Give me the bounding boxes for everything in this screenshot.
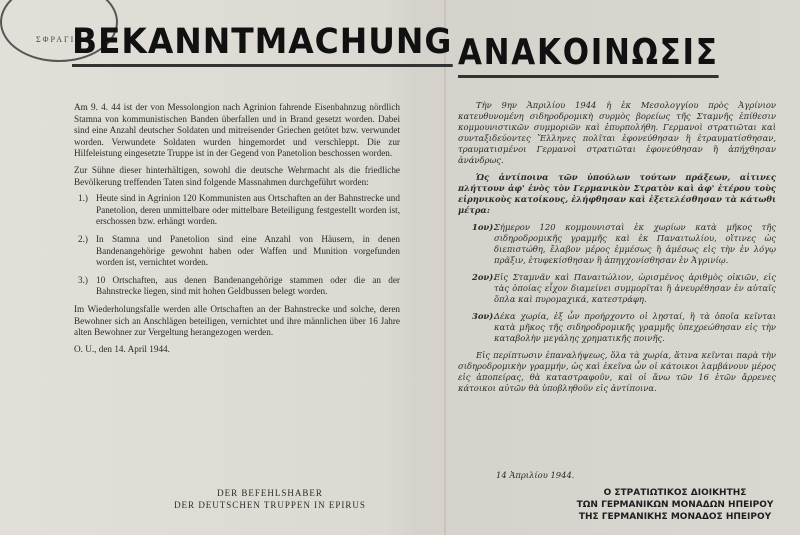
greek-measures-intro: Ὡς ἀντίποινα τῶν ὑπούλων τούτων πράξεων, αἱτινες πλήττουν ἀφ' ἑνὸς τὸν Γερμανικὸν Στρατὸν καὶ ἀφ' ἑτέρου τοὺς εἰρηνικοὺς κατοίκους, ἐλήφθησαν καὶ ἐξετελέσθησαν τὰ κάτωθι μέτρα: xyxy=(458,172,776,215)
german-measure-item xyxy=(74,193,400,228)
german-body xyxy=(74,102,400,360)
greek-body xyxy=(458,100,776,400)
german-signature-line: DER DEUTSCHEN TRUPPEN IN EPIRUS xyxy=(174,500,366,510)
german-measure-number: 2.) xyxy=(78,233,88,244)
greek-measure-text: Σήμερον 120 κομμουνισταὶ ἐκ χωρίων κατὰ μῆκος τῆς σιδηροδρομικῆς γραμμῆς καὶ ἐκ Παναιτωλίου, οἵτινες ὡς διεπιστώθη, ἔλαβον μέρος ἐμμέσως ἢ ἀμέσως εἰς τὴν ἐν λόγῳ πρᾶξιν, ἐτυφεκίσθησαν ἢ ἀπηγχονίσθησαν ἐν Ἀγρινίῳ. xyxy=(494,222,776,265)
greek-signature-line: Ο ΣΤΡΑΤΙΩΤΙΚΟΣ ΔΙΟΙΚΗΤΗΣ xyxy=(603,488,747,498)
greek-measure-number: 3ον). xyxy=(472,311,497,321)
german-date: O. U., den 14. April 1944. xyxy=(74,343,170,354)
greek-intro: Τὴν 9ην Ἀπριλίου 1944 ἡ ἐκ Μεσολογγίου πρὸς Ἀγρίνιον κατευθυνομένη σιδηροδρομικὴ συρμὸς βορείως τῆς Σταμνῆς ἐπίθεσιν κομμουνιστικῶν συμμοριῶν καὶ ἐπυρπολήθη. Γερμανοὶ στρατιῶται καὶ συνταξιδεύοντες Ἕλληνες πολῖται ἐφονεύθησαν ἢ ἐτραυματίσθησαν, τραυματισμένοι Γερμανοὶ στρατιῶται ἐφονεύθησαν ἢ ἀπήχθησαν ἀνάνδρως. xyxy=(458,100,776,165)
german-measure-number: 1.) xyxy=(78,193,88,204)
greek-measure-text: Εἰς Σταμνᾶν καὶ Παναιτώλιον, ὡρισμένος ἀριθμὸς οἰκιῶν, εἰς τὰς ὁποίας εἶχον διαμείνει συμμορῖται ἢ ἀνευρέθησαν ἐν αὐταῖς ὅπλα καὶ πυρομαχικά, κατεστράφη. xyxy=(494,272,776,304)
greek-repeat-warning: Εἰς περίπτωσιν ἐπαναλήψεως, ὅλα τὰ χωρία, ἅτινα κεῖνται παρὰ τὴν σιδηροδρομικὴν γραμμήν, ὡς καὶ ἐκεῖνα ὧν οἱ κάτοικοι λαμβάνουν μέρος εἰς ἀποπείρας, θὰ καταστραφοῦν, καὶ οἱ ἄνω τῶν 16 ἐτῶν ἄρρενες κάτοικοι αὐτῶν θὰ ὑποβληθοῦν εἰς ἀντίποινα. xyxy=(458,350,776,393)
greek-date: 14 Ἀπριλίου 1944. xyxy=(496,470,575,480)
german-title: BEKANNTMACHUNG xyxy=(72,22,452,67)
german-measure-number: 3.) xyxy=(78,274,88,285)
german-signature-line: DER BEFEHLSHABER xyxy=(217,488,323,498)
greek-signature-line: ΤΗΣ ΓΕΡΜΑΝΙΚΗΣ ΜΟΝΑΔΟΣ ΗΠΕΙΡΟΥ xyxy=(578,512,772,522)
german-signature xyxy=(150,487,390,511)
german-measures-intro: Zur Sühne dieser hinterhältigen, sowohl die deutsche Wehrmacht als die friedliche Bevölkerung treffenden Taten sind folgende Massnahmen durchgeführt worden: xyxy=(74,164,400,187)
german-measure-text: In Stamna und Panetolion sind eine Anzahl von Häusern, in denen Bandenangehörige gewohnt haben oder Waffen und Munition vorgefunden worden ist, vernichtet worden. xyxy=(96,233,400,268)
greek-measure-item xyxy=(458,272,776,305)
german-measure-text: 10 Ortschaften, aus denen Bandenangehörige stammen oder die an der Bahnstrecke liegen, sind mit hohen Geldbussen belegt worden. xyxy=(96,274,400,297)
greek-signature-line: ΤΩΝ ΓΕΡΜΑΝΙΚΩΝ ΜΟΝΑΔΩΝ ΗΠΕΙΡΟΥ xyxy=(576,500,774,510)
greek-measure-number: 1ον). xyxy=(472,222,497,232)
german-intro: Am 9. 4. 44 ist der von Messolongion nach Agrinion fahrende Eisenbahnzug nördlich Stamna von kommunistischen Banden überfallen und in Brand gesetzt worden. Dabei sind eine Anzahl deutscher Soldaten und mitreisender Griechen getötet bzw. verwundet worden. Verwundete Soldaten wurden hingemordet und verschleppt. Die zur Hilfeleistung eingesetzte Truppe ist in der Gegend von Panetolion beschossen worden. xyxy=(74,102,400,159)
column-divider xyxy=(444,0,446,535)
stamp-text: ΣΦΡΑΓΙΣ xyxy=(36,35,82,44)
greek-measure-text: Δέκα χωρία, ἐξ ὧν προήρχοντο οἱ λῃσταί, ἢ τὰ ὁποῖα κεῖνται κατὰ μῆκος τῆς σιδηροδρομικῆς γραμμῆς ὑπεχρεώθησαν εἰς τὴν καταβολὴν μεγάλης χρηματικῆς ποινῆς. xyxy=(494,311,776,343)
greek-title: ΑΝΑΚΟΙΝΩΣΙΣ xyxy=(458,32,719,78)
greek-measure-number: 2ον). xyxy=(472,272,497,282)
german-measures-list xyxy=(74,193,400,298)
greek-signature xyxy=(550,487,800,523)
german-measure-item xyxy=(74,234,400,269)
greek-measure-item xyxy=(458,222,776,266)
greek-measure-item xyxy=(458,311,776,344)
german-repeat-warning: Im Wiederholungsfalle werden alle Ortschaften an der Bahnstrecke und solche, deren Bewohner sich an Anschlägen beteiligen, vernichtet und ihre männlichen über 16 Jahre alten Bewohner zur Vergeltung herangezogen werden. xyxy=(74,303,400,338)
german-measure-text: Heute sind in Agrinion 120 Kommunisten aus Ortschaften an der Bahnstrecke und Panetolion, deren unmittelbare oder mittelbare Beteiligung festgestellt worden ist, erschossen bzw. erhängt worden. xyxy=(96,193,400,227)
german-measure-item xyxy=(74,275,400,298)
